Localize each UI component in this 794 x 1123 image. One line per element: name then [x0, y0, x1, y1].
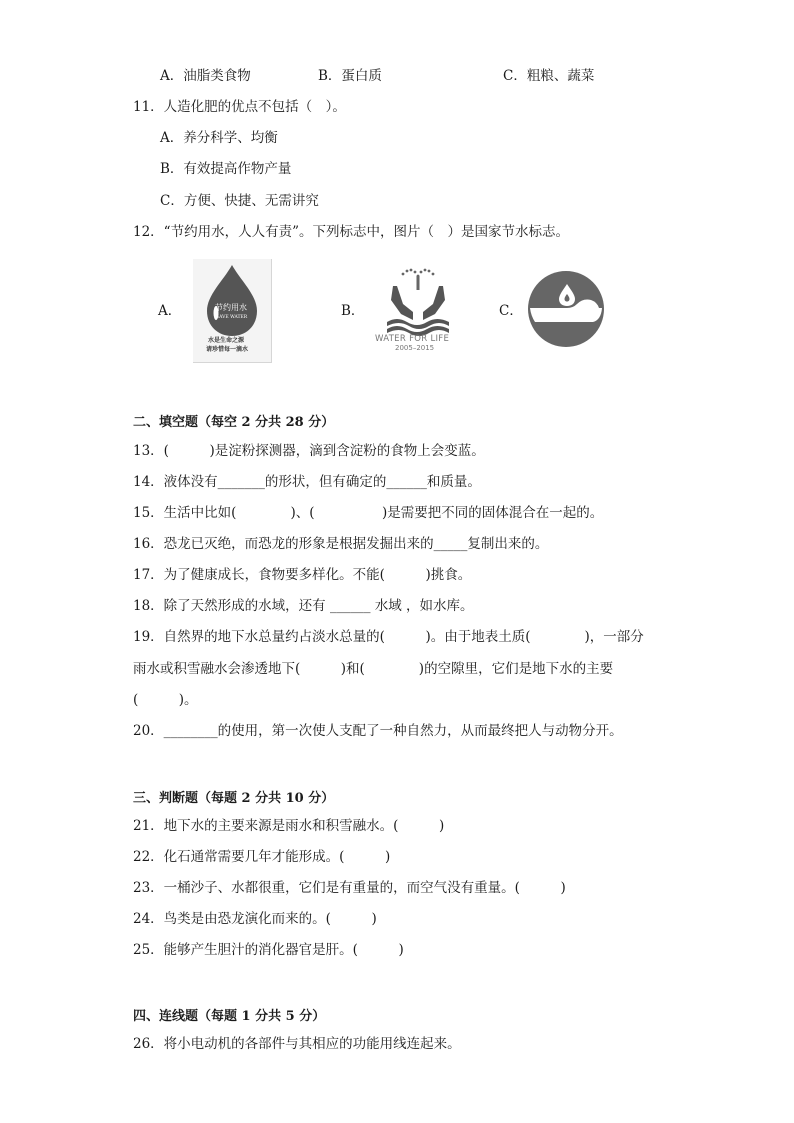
save-water-poster-image — [193, 259, 272, 363]
q17: 17．为了健康成长，食物要多样化。不能( )挑食。 — [133, 567, 472, 583]
logo-a-text-1: 节约用水 — [215, 303, 247, 312]
q24: 24．鸟类是由恐龙演化而来的。( ) — [133, 911, 377, 927]
q19-line-3: ( )。 — [133, 692, 198, 708]
q11-stem: 11．人造化肥的优点不包括（ ）。 — [133, 99, 346, 115]
logo-a-text-2: SAVE WATER — [216, 315, 248, 320]
q11-option-a: A．养分科学、均衡 — [160, 130, 278, 146]
q11-option-b: B．有效提高作物产量 — [160, 161, 292, 177]
q10-option-c: C．粗粮、蔬菜 — [503, 68, 595, 84]
q20: 20．________的使用，第一次使人支配了一种自然力，从而最终把人与动物分开。 — [133, 723, 623, 739]
q25: 25．能够产生胆汁的消化器官是肝。( ) — [133, 942, 404, 958]
section3-title: 三、判断题（每题 2 分共 10 分） — [133, 791, 335, 806]
q18: 18．除了天然形成的水域，还有 ______ 水域 ，如水库。 — [133, 598, 474, 614]
q15: 15．生活中比如( )、( )是需要把不同的固体混合在一起的。 — [133, 505, 604, 521]
logo-a-text-4: 请珍惜每一滴水 — [206, 346, 249, 353]
water-for-life-logo — [373, 264, 463, 356]
section2-title: 二、填空题（每空 2 分共 28 分） — [133, 415, 335, 430]
q26: 26．将小电动机的各部件与其相应的功能用线连起来。 — [133, 1036, 461, 1052]
q12-label-b: B． — [341, 303, 365, 319]
q13: 13．( )是淀粉探测器，滴到含淀粉的食物上会变蓝。 — [133, 443, 485, 459]
q23: 23．一桶沙子、水都很重，它们是有重量的，而空气没有重量。( ) — [133, 880, 566, 896]
q10-option-b: B．蛋白质 — [318, 68, 382, 84]
q12-label-a: A． — [158, 303, 182, 319]
logo-b-text-2: 2005–2015 — [395, 344, 435, 352]
q14: 14．液体没有_______的形状，但有确定的______和质量。 — [133, 474, 481, 490]
q21: 21．地下水的主要来源是雨水和积雪融水。( ) — [133, 818, 445, 834]
logo-a-text-3: 水是生命之源 — [208, 337, 245, 344]
q19-line-2: 雨水或积雪融水会渗透地下( )和( )的空隙里，它们是地下水的主要 — [133, 661, 614, 677]
q19-line-1: 19．自然界的地下水总量约占淡水总量的( )。由于地表土质( )，一部分 — [133, 629, 644, 645]
q11-option-c: C．方便、快捷、无需讲究 — [160, 193, 319, 209]
national-water-saving-logo — [527, 270, 605, 348]
q10-option-a: A．油脂类食物 — [160, 68, 251, 84]
q12-label-c: C． — [499, 303, 523, 319]
q22: 22．化石通常需要几年才能形成。( ) — [133, 849, 391, 865]
q16: 16．恐龙已灭绝，而恐龙的形象是根据发掘出来的_____复制出来的。 — [133, 536, 549, 552]
section4-title: 四、连线题（每题 1 分共 5 分） — [133, 1009, 326, 1024]
q12-stem: 12．“节约用水，人人有责”。下列标志中，图片（ ）是国家节水标志。 — [133, 224, 569, 240]
logo-b-text-1: WATER FOR LIFE — [375, 334, 450, 344]
